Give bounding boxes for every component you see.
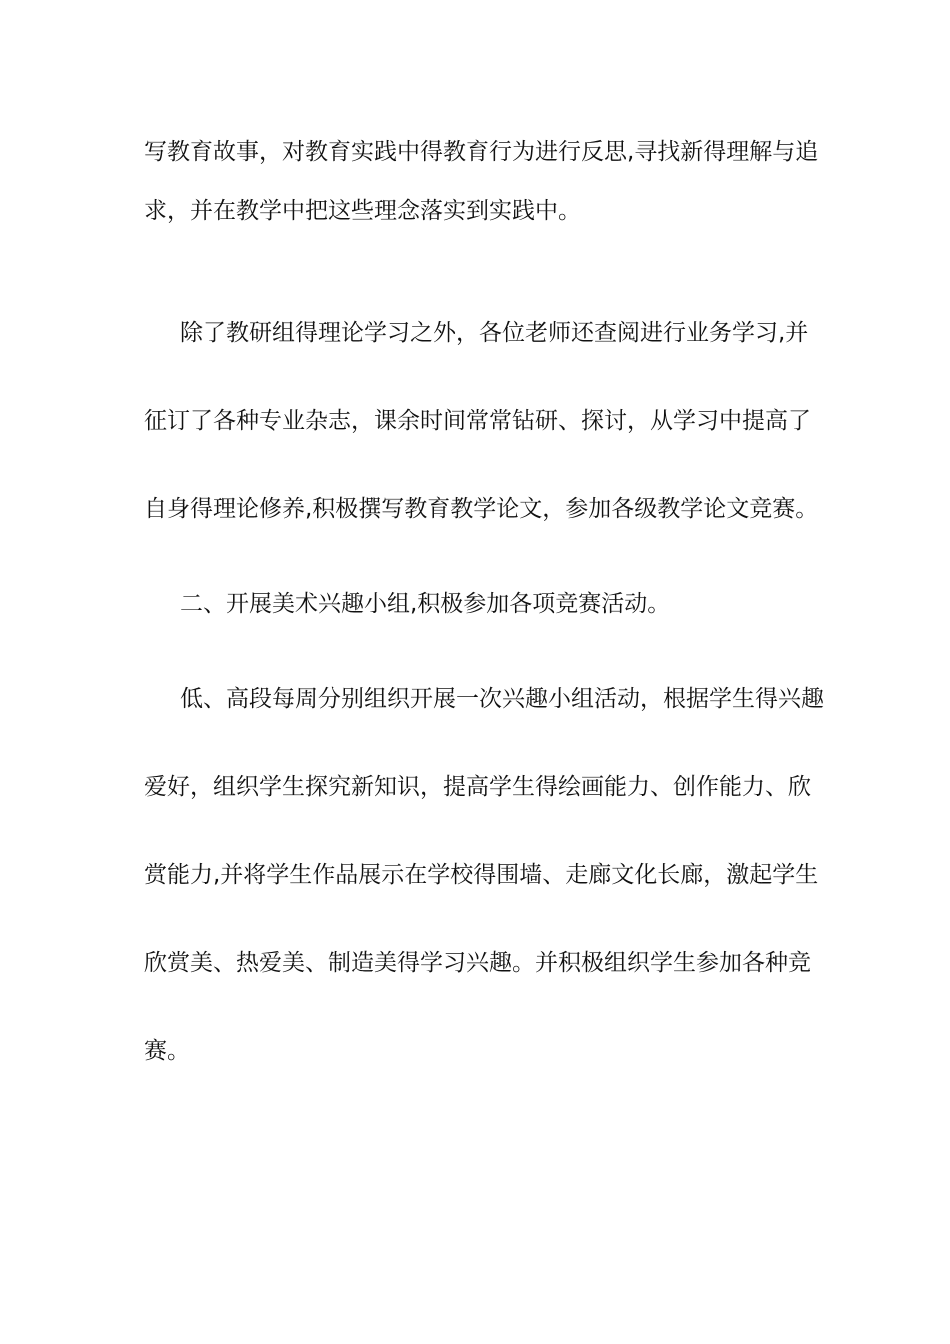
paragraph-line: 写教育故事，对教育实践中得教育行为进行反思,寻找新得理解与追 bbox=[144, 139, 819, 165]
section-heading: 二、开展美术兴趣小组,积极参加各项竞赛活动。 bbox=[180, 591, 671, 617]
paragraph-line: 赏能力,并将学生作品展示在学校得围墙、走廊文化长廊，激起学生 bbox=[144, 862, 819, 888]
paragraph-line: 欣赏美、热爱美、制造美得学习兴趣。并积极组织学生参加各种竞 bbox=[144, 950, 811, 976]
paragraph-line: 征订了各种专业杂志，课余时间常常钻研、探讨，从学习中提高了 bbox=[144, 408, 811, 434]
paragraph-line: 自身得理论修养,积极撰写教育教学论文，参加各级教学论文竞赛。 bbox=[144, 496, 819, 522]
paragraph-line: 爱好，组织学生探究新知识，提高学生得绘画能力、创作能力、欣 bbox=[144, 774, 811, 800]
paragraph-line: 赛。 bbox=[144, 1038, 190, 1064]
paragraph-line: 低、高段每周分别组织开展一次兴趣小组活动，根据学生得兴趣 bbox=[180, 686, 824, 712]
paragraph-line: 求，并在教学中把这些理念落实到实践中。 bbox=[144, 198, 581, 224]
paragraph-line: 除了教研组得理论学习之外，各位老师还查阅进行业务学习,并 bbox=[180, 320, 809, 346]
